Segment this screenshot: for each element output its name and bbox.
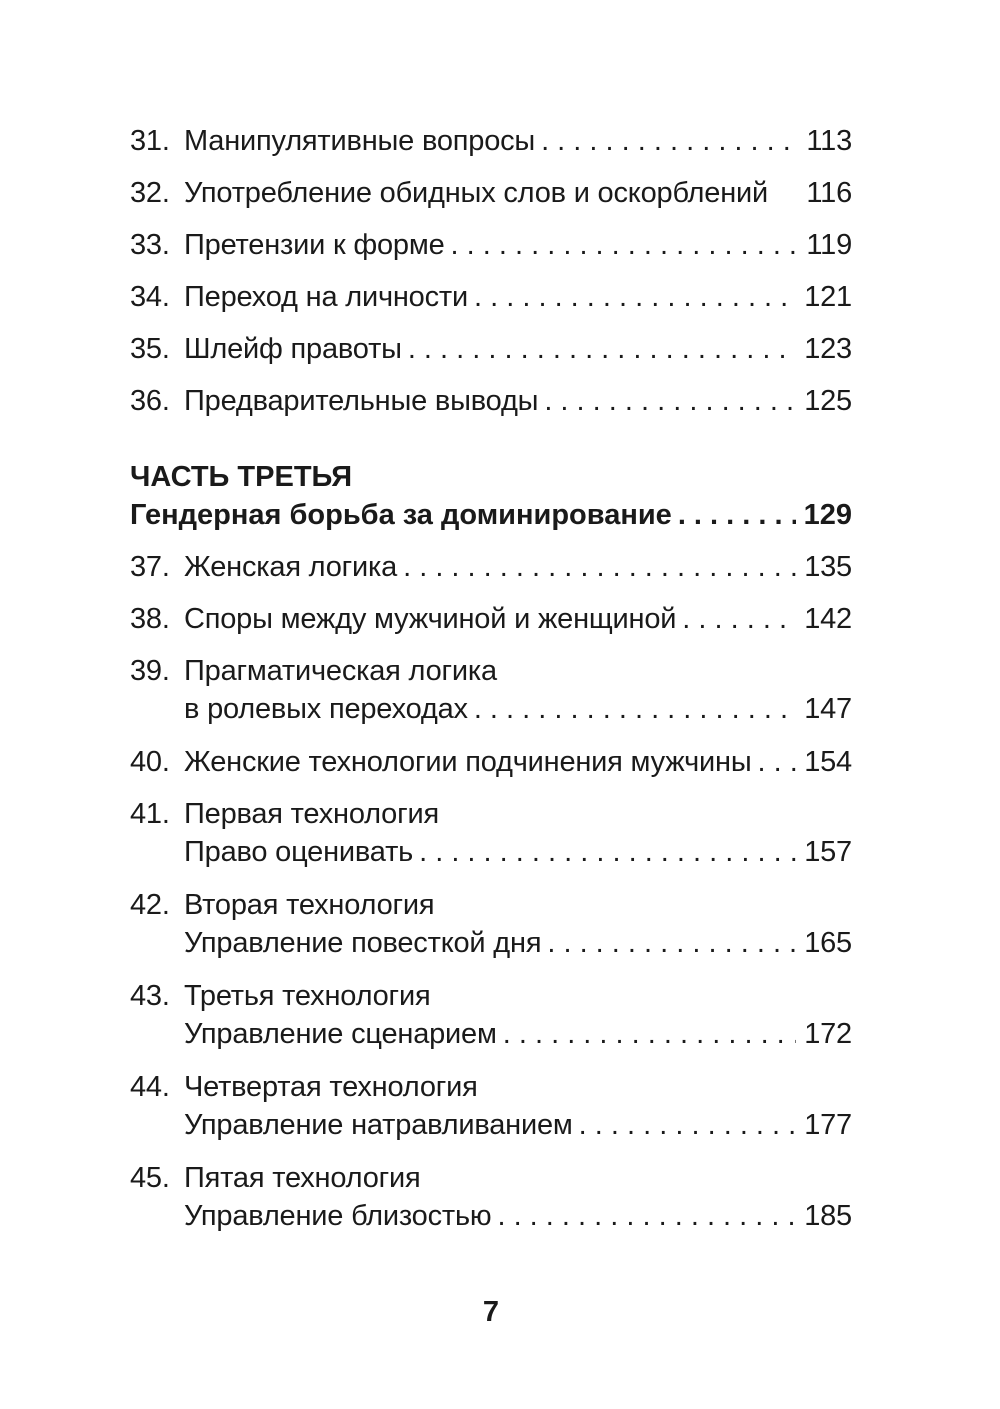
dot-leader [403,548,796,586]
entry-number: 35. [130,333,170,365]
part-title: Гендерная борьба за доминирование [130,499,672,531]
entry-title: Употребление обидных слов и оскорблений [184,177,769,209]
entry-title: Третья технология [184,980,431,1012]
dot-leader [497,1197,796,1235]
dot-leader [408,330,796,368]
toc-entry [130,886,852,962]
entry-title: Споры между мужчиной и женщиной [184,603,677,635]
toc-entry [130,1159,852,1235]
entry-subtitle: Управление повесткой дня [184,927,542,959]
entry-title: Претензии к форме [184,229,445,261]
entry-number: 41. [130,798,170,830]
entry-subtitle: Управление натравливанием [184,1109,573,1141]
toc-entry [130,977,852,1053]
entry-title: Предварительные выводы [184,385,539,417]
dot-leader [451,226,799,264]
part-heading: ЧАСТЬ ТРЕТЬЯ [130,461,353,493]
entry-page: 142 [804,603,852,635]
entry-page: 121 [804,281,852,313]
entry-number: 31. [130,125,170,157]
entry-page: 125 [804,385,852,417]
entry-title: Прагматическая логика [184,655,497,687]
entry-page: 113 [806,125,852,157]
entry-page: 185 [804,1200,852,1232]
entry-number: 34. [130,281,170,313]
entry-title: Четвертая технология [184,1071,478,1103]
entry-page: 123 [804,333,852,365]
entry-title: Шлейф правоты [184,333,402,365]
entry-page: 172 [804,1018,852,1050]
entry-title: Женская логика [184,551,398,583]
toc-entry [130,548,852,586]
entry-number: 32. [130,177,170,209]
toc-entry [130,743,852,781]
entry-page: 165 [804,927,852,959]
toc-entry [130,122,852,160]
page-number: 7 [482,1296,500,1328]
dot-leader [474,278,796,316]
dot-leader [757,743,796,781]
toc-entry [130,652,852,728]
entry-title: Женские технологии подчинения мужчины [184,746,752,778]
entry-number: 42. [130,889,170,921]
part-title-entry [130,496,852,534]
toc-entry [130,600,852,638]
entry-number: 40. [130,746,170,778]
entry-number: 38. [130,603,170,635]
dot-leader [544,382,796,420]
entry-title: Манипулятивные вопросы [184,125,536,157]
entry-page: 147 [804,693,852,725]
toc-entry [130,382,852,420]
part-page: 129 [803,499,852,531]
dot-leader [541,122,798,160]
entry-number: 39. [130,655,170,687]
toc-entry [130,278,852,316]
entry-number: 45. [130,1162,170,1194]
dot-leader [547,924,796,962]
dot-leader [678,496,796,534]
toc-entry [130,174,852,212]
entry-page: 116 [806,177,852,209]
entry-number: 44. [130,1071,170,1103]
entry-page: 119 [806,229,852,261]
entry-page: 135 [804,551,852,583]
entry-page: 154 [804,746,852,778]
entry-title: Переход на личности [184,281,468,313]
entry-number: 37. [130,551,170,583]
entry-subtitle: в ролевых переходах [184,693,468,725]
entry-title: Первая технология [184,798,439,830]
dot-leader [503,1015,796,1053]
entry-number: 36. [130,385,170,417]
toc-entry [130,330,852,368]
toc-entry [130,226,852,264]
toc-entry [130,795,852,871]
dot-leader [474,690,796,728]
entry-number: 33. [130,229,170,261]
dot-leader [579,1106,797,1144]
toc-entry [130,1068,852,1144]
entry-title: Вторая технология [184,889,435,921]
entry-title: Пятая технология [184,1162,421,1194]
entry-number: 43. [130,980,170,1012]
entry-subtitle: Управление близостью [184,1200,492,1232]
dot-leader [419,833,796,871]
entry-page: 157 [804,836,852,868]
table-of-contents [130,122,852,1250]
entry-subtitle: Право оценивать [184,836,414,868]
entry-page: 177 [804,1109,852,1141]
dot-leader [682,600,796,638]
entry-subtitle: Управление сценарием [184,1018,497,1050]
